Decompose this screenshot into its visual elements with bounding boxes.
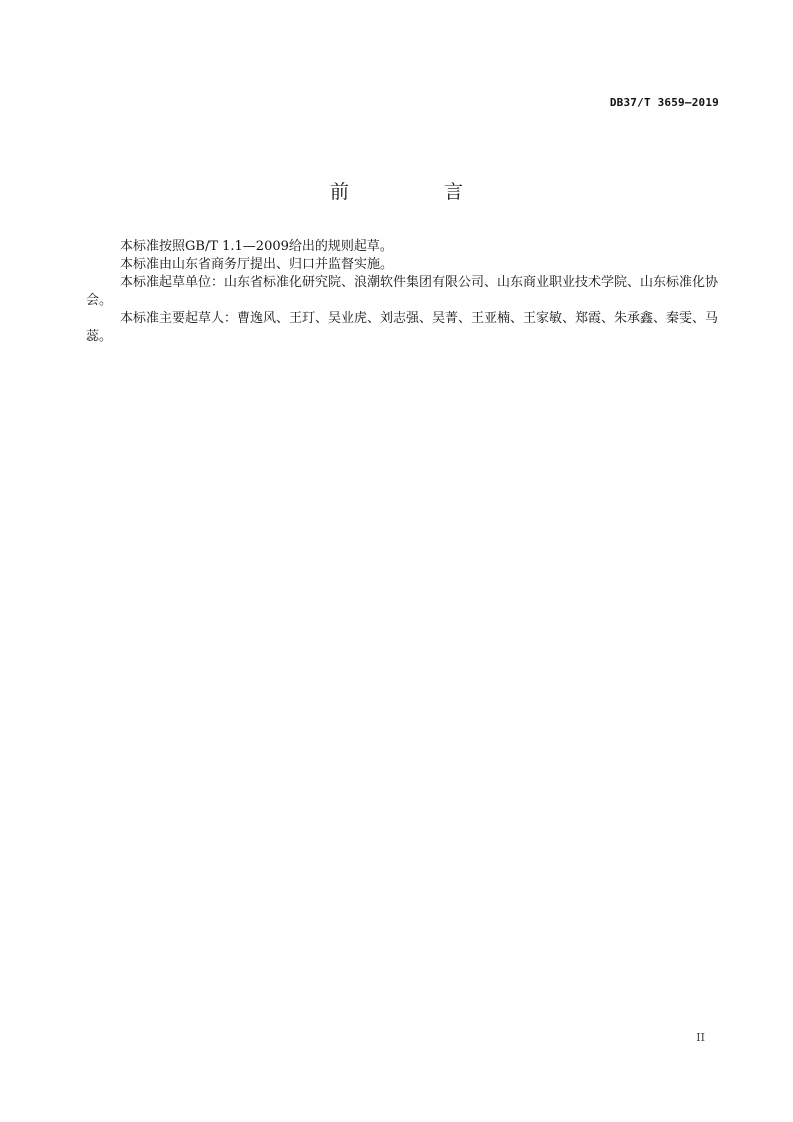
page-title: 前 言: [329, 181, 501, 203]
paragraph-proposer: 本标准由山东省商务厅提出、归口并监督实施。: [120, 257, 394, 272]
page-number: II: [696, 1031, 705, 1044]
paragraph-drafting-rules: 本标准按照GB/T 1.1—2009给出的规则起草。: [120, 239, 393, 254]
paragraph-drafting-units: 本标准起草单位：山东省标准化研究院、浪潮软件集团有限公司、山东商业职业技术学院、山东标准化协会。: [86, 275, 719, 308]
paragraph-drafters: 本标准主要起草人：曹逸风、王玎、吴业虎、刘志强、吴菁、王亚楠、王家敏、郑霞、朱承鑫、秦雯、马蕊。: [86, 311, 719, 344]
standard-code: DB37/T 3659—2019: [609, 96, 719, 109]
foreword-body: [86, 238, 718, 346]
